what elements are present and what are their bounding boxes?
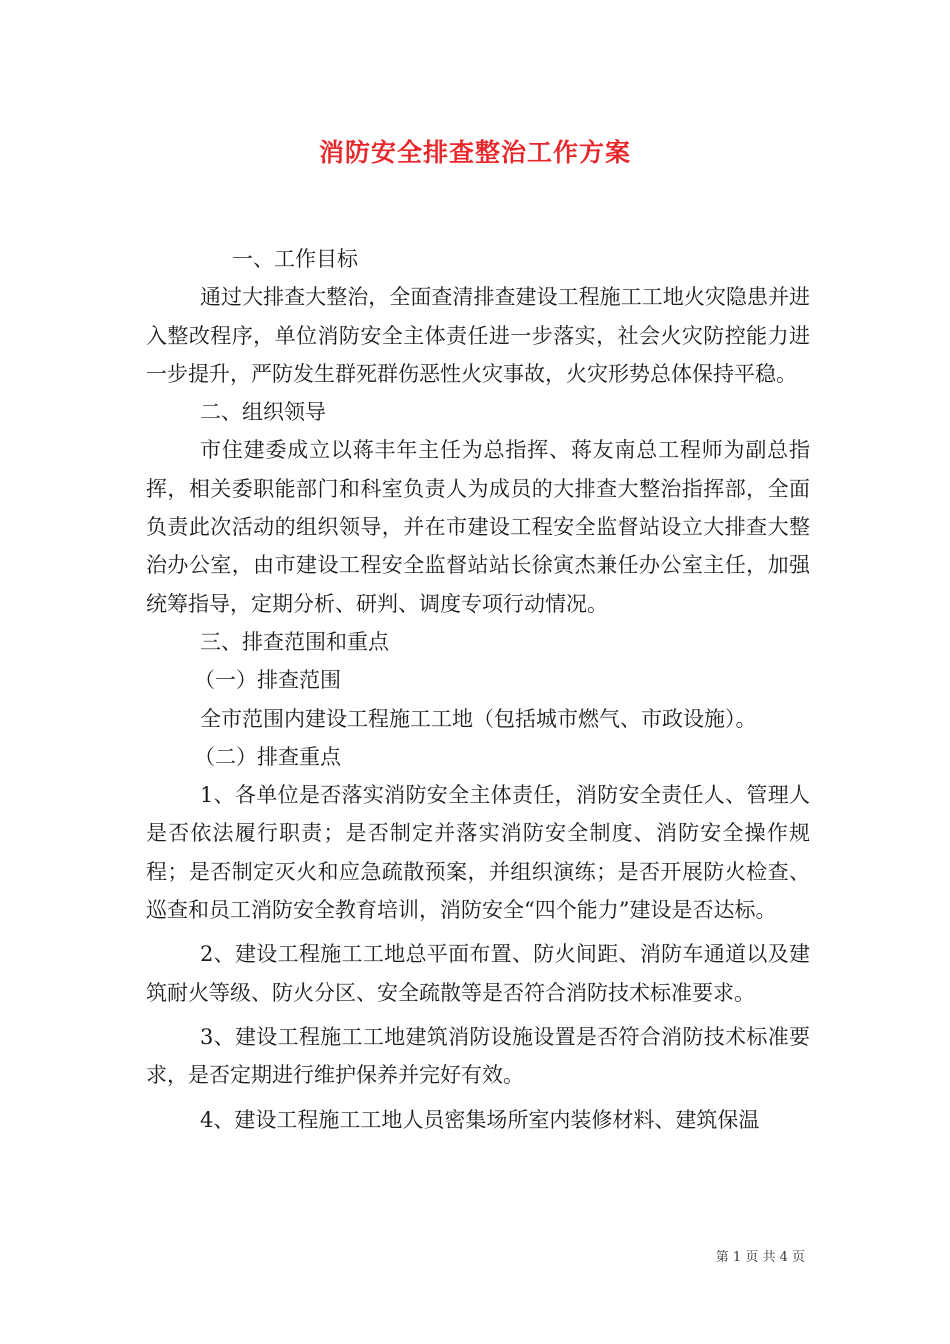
paragraph-focus-1: 1、各单位是否落实消防安全主体责任，消防安全责任人、管理人是否依法履行职责；是否制定并落实消防安全制度、消防安全操作规程；是否制定灭火和应急疏散预案，并组织演练；是否开展防火检查、巡查和员工消防安全教育培训，消防安全“四个能力”建设是否达标。 [146, 783, 810, 923]
paragraph-focus-2: 2、建设工程施工工地总平面布置、防火间距、消防车通道以及建筑耐火等级、防火分区、安全疏散等是否符合消防技术标准要求。 [146, 942, 810, 1005]
page-number: 第 1 页 共 4 页 [715, 1250, 805, 1265]
subheading-focus: （二）排查重点 [194, 744, 341, 769]
paragraph-focus-3: 3、建设工程施工工地建筑消防设施设置是否符合消防技术标准要求，是否定期进行维护保养并完好有效。 [146, 1024, 810, 1088]
section-heading-leadership: 二、组织领导 [200, 400, 326, 425]
paragraph-leadership: 市住建委成立以蒋丰年主任为总指挥、蒋友南总工程师为副总指挥，相关委职能部门和科室负责人为成员的大排查大整治指挥部，全面负责此次活动的组织领导，并在市建设工程安全监督站设立大排查大整治办公室，由市建设工程安全监督站站长徐寅杰兼任办公室主任，加强统筹指导，定期分析、研判、调度专项行动情况。 [146, 438, 810, 616]
document-title: 消防安全排查整治工作方案 [318, 138, 631, 167]
paragraph-scope: 全市范围内建设工程施工工地（包括城市燃气、市政设施）。 [200, 706, 757, 731]
section-heading-scope: 三、排查范围和重点 [200, 629, 389, 654]
paragraph-goals: 通过大排查大整治，全面查清排查建设工程施工工地火灾隐患并进入整改程序，单位消防安全主体责任进一步落实，社会火灾防控能力进一步提升，严防发生群死群伤恶性火灾事故，火灾形势总体保持平稳。 [146, 285, 810, 386]
document-body [146, 240, 810, 1139]
paragraph-focus-4: 4、建设工程施工工地人员密集场所室内装修材料、建筑保温 [200, 1107, 760, 1132]
subheading-scope: （一）排查范围 [194, 668, 341, 693]
section-heading-goals: 一、工作目标 [232, 247, 358, 271]
